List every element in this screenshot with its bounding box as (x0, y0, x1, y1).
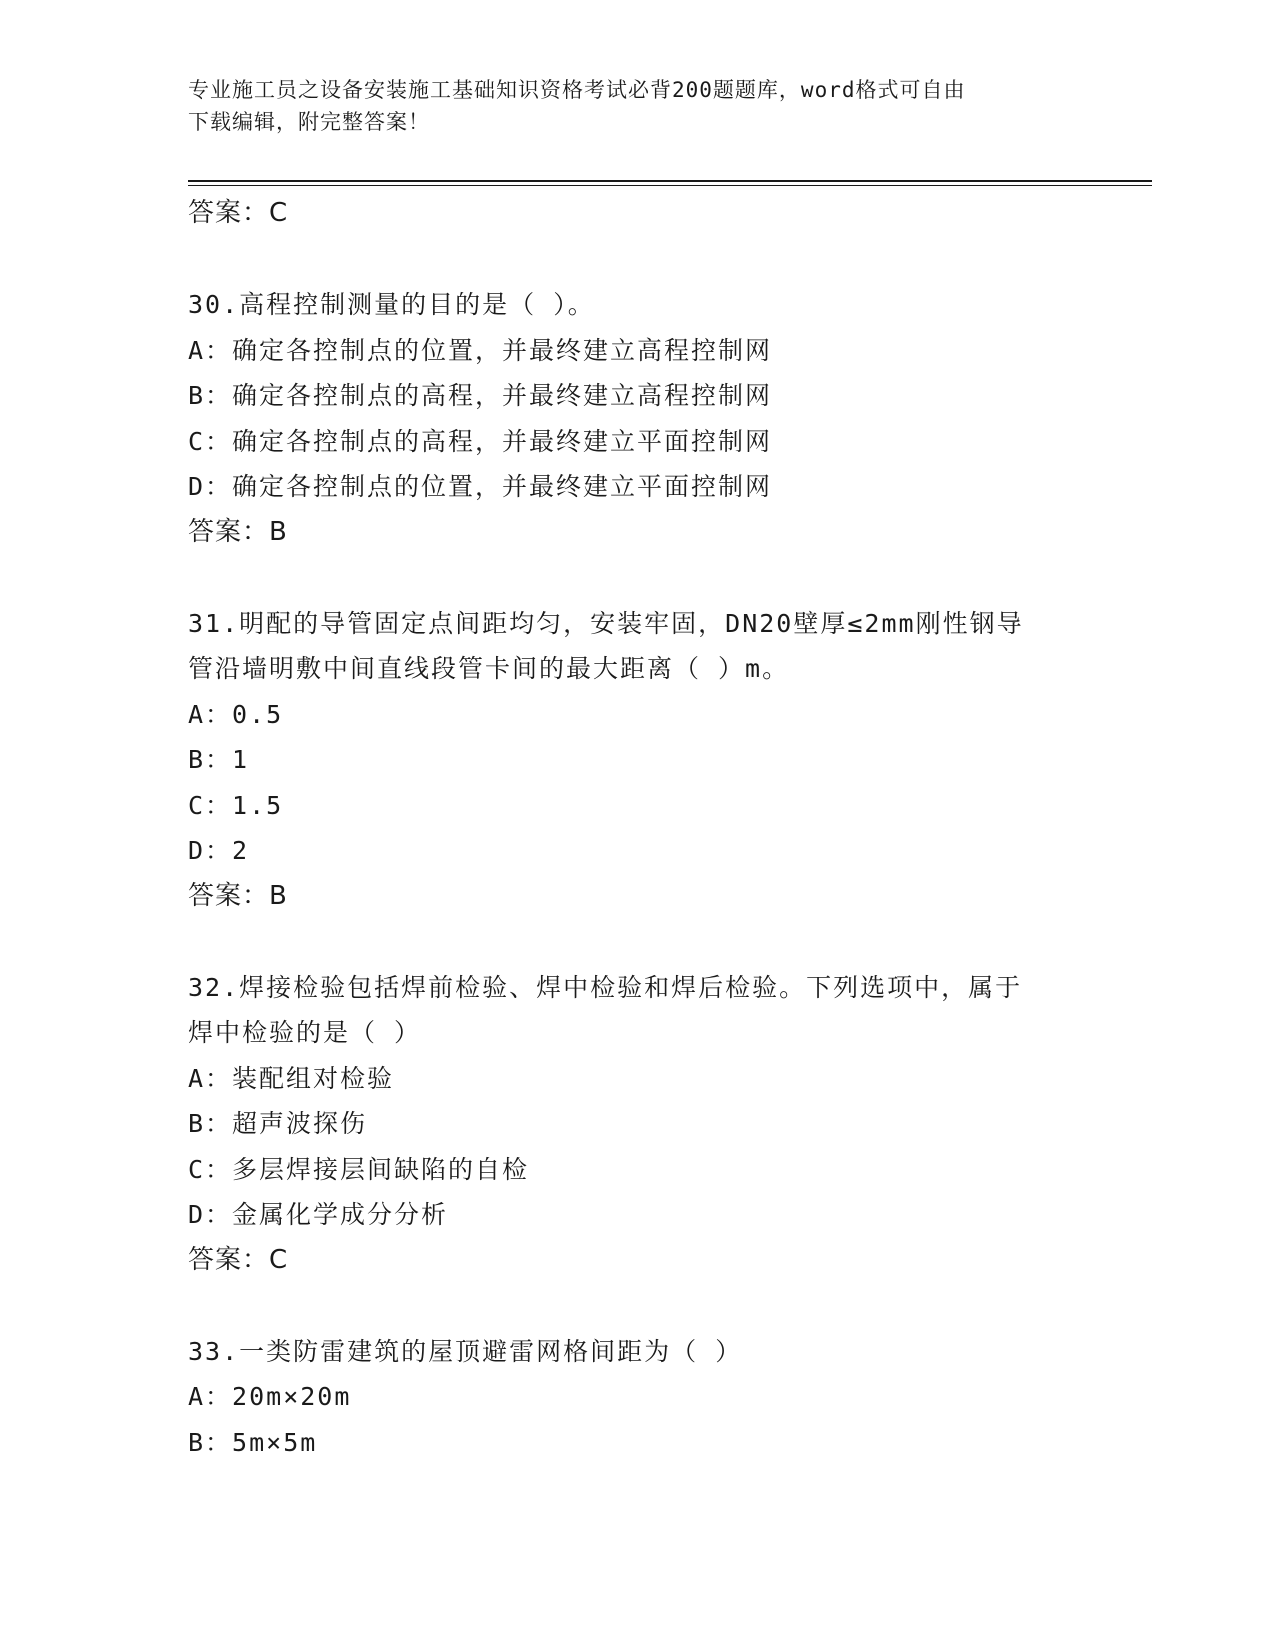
option-c: C：1.5 (188, 790, 284, 820)
option-c: C：确定各控制点的高程，并最终建立平面控制网 (188, 426, 773, 456)
option-d: D：金属化学成分分析 (188, 1200, 449, 1229)
option-b: B：确定各控制点的高程，并最终建立高程控制网 (188, 381, 773, 410)
option-a: A：20m×20m (188, 1382, 352, 1411)
option-b: B：5m×5m (188, 1427, 318, 1457)
question-30 (188, 282, 1088, 555)
spacer (188, 919, 1088, 965)
option-d: D：2 (188, 836, 250, 865)
spacer (188, 237, 1088, 283)
answer: 答案：B (188, 880, 288, 911)
question-stem-line-1: 32.焊接检验包括焊前检验、焊中检验和焊后检验。下列选项中，属于 (188, 972, 1023, 1002)
question-stem: 30.高程控制测量的目的是（ ）。 (188, 290, 595, 319)
document-header (188, 74, 1088, 138)
answer-q29: 答案：C (188, 198, 289, 228)
option-d: D：确定各控制点的位置，并最终建立平面控制网 (188, 472, 773, 501)
answer: 答案：B (188, 516, 288, 547)
option-b: B：1 (188, 745, 250, 774)
option-a: A：确定各控制点的位置，并最终建立高程控制网 (188, 335, 773, 365)
option-c: C：多层焊接层间缺陷的自检 (188, 1154, 530, 1184)
answer: 答案：C (188, 1244, 289, 1275)
header-line-1: 专业施工员之设备安装施工基础知识资格考试必背200题题库，word格式可自由 (188, 78, 966, 102)
question-stem-line-1: 31.明配的导管固定点间距均匀，安装牢固，DN20壁厚≤2mm刚性钢导 (188, 608, 1024, 638)
question-32 (188, 965, 1088, 1284)
question-stem-line-2: 焊中检验的是（ ） (188, 1018, 422, 1047)
spacer (188, 555, 1088, 601)
question-stem-line-2: 管沿墙明敷中间直线段管卡间的最大距离（ ）m。 (188, 654, 790, 683)
question-31 (188, 601, 1088, 920)
option-a: A：0.5 (188, 699, 284, 729)
spacer (188, 1283, 1088, 1329)
header-rule-thick (188, 180, 1152, 182)
option-b: B：超声波探伤 (188, 1109, 368, 1138)
header-rule-thin (188, 185, 1152, 186)
document-body (188, 191, 1088, 1465)
option-a: A：装配组对检验 (188, 1063, 395, 1093)
question-stem: 33.一类防雷建筑的屋顶避雷网格间距为（ ） (188, 1336, 743, 1366)
header-line-2: 下载编辑，附完整答案！ (188, 110, 430, 134)
question-33 (188, 1329, 1088, 1466)
